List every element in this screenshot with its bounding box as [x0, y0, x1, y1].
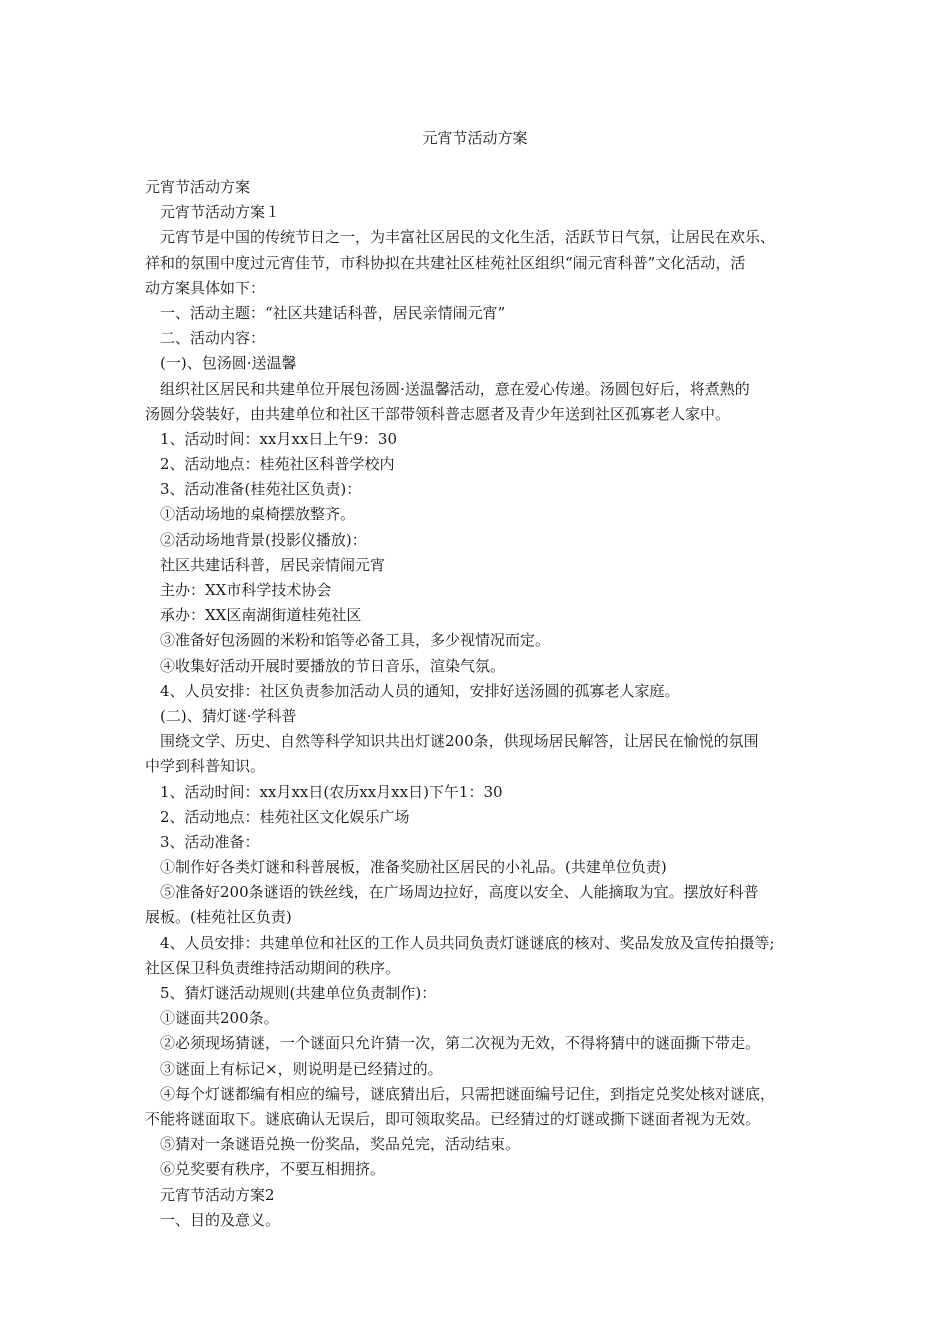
body-line: 元宵节活动方案１: [160, 203, 281, 222]
body-line: 1、活动时间：xx月xx日上午9：30: [160, 429, 398, 448]
body-line: ③谜面上有标记×，则说明是已经猜过的。: [160, 1059, 443, 1078]
body-line: 元宵节是中国的传统节日之一，为丰富社区居民的文化生活，活跃节日气氛，让居民在欢乐、: [160, 228, 776, 247]
body-line: 二、活动内容：: [160, 329, 266, 348]
body-line: ①谜面共200条。: [160, 1009, 279, 1028]
body-line: 不能将谜面取下。谜底确认无误后，即可领取奖品。已经猜过的灯谜或撕下谜面者视为无效。: [145, 1109, 761, 1128]
body-line: 3、活动准备(桂苑社区负责)：: [160, 480, 362, 499]
body-line: 4、人员安排：共建单位和社区的工作人员共同负责灯谜谜底的核对、奖品发放及宣传拍摄等;: [160, 933, 775, 952]
body-line: 汤圆分袋装好，由共建单位和社区干部带领科普志愿者及青少年送到社区孤寡老人家中。: [145, 404, 731, 423]
body-line: 一、活动主题：“社区共建话科普，居民亲情闹元宵”: [160, 303, 506, 322]
body-line: 2、活动地点：桂苑社区文化娱乐广场: [160, 807, 410, 826]
body-line: 主办：XX市科学技术协会: [160, 581, 332, 599]
document-body: [145, 175, 813, 1233]
body-line: ①制作好各类灯谜和科普展板，准备奖励社区居民的小礼品。(共建单位负责): [160, 858, 667, 877]
body-line: ④每个灯谜都编有相应的编号，谜底猜出后，只需把谜面编号记住，到指定兑奖处核对谜底，: [160, 1084, 776, 1103]
body-line: 围绕文学、历史、自然等科学知识共出灯谜200条，供现场居民解答，让居民在愉悦的氛围: [160, 732, 759, 751]
body-line: 社区保卫科负责维持活动期间的秩序。: [145, 958, 401, 977]
body-line: 祥和的氛围中度过元宵佳节，市科协拟在共建社区桂苑社区组织“闹元宵科普”文化活动，活: [145, 253, 746, 272]
body-line: 5、猜灯谜活动规则(共建单位负责制作)：: [160, 984, 437, 1002]
body-line: 元宵节活动方案2: [160, 1185, 275, 1204]
body-line: 承办：XX区南湖街道桂苑社区: [160, 606, 362, 625]
body-line: 1、活动时间：xx月xx日(农历xx月xx日)下午1：30: [160, 782, 503, 801]
body-line: 3、活动准备：: [160, 832, 260, 851]
body-line: 4、人员安排：社区负责参加活动人员的通知，安排好送汤圆的孤寡老人家庭。: [160, 681, 680, 700]
body-line: (二)、猜灯谜·学科普: [160, 706, 297, 725]
body-line: ②活动场地背景(投影仪播放)：: [160, 530, 367, 549]
body-line: 一、目的及意义。: [160, 1210, 281, 1229]
body-line: ⑤准备好200条谜语的铁丝线，在广场周边拉好，高度以安全、人能摘取为宜。摆放好科普: [160, 883, 759, 902]
body-line: 元宵节活动方案: [145, 178, 251, 196]
page-title: 元宵节活动方案: [422, 129, 528, 147]
body-line: ④收集好活动开展时要播放的节日音乐，渲染气氛。: [160, 656, 506, 675]
body-line: ②必须现场猜谜，一个谜面只允许猜一次，第二次视为无效，不得将猜中的谜面撕下带走。: [160, 1034, 761, 1053]
body-line: ⑤猜对一条谜语兑换一份奖品，奖品兑完，活动结束。: [160, 1135, 521, 1154]
body-line: 动方案具体如下：: [145, 278, 266, 297]
body-line: 展板。(桂苑社区负责): [145, 908, 292, 927]
body-line: 中学到科普知识。: [145, 757, 266, 776]
body-line: 组织社区居民和共建单位开展包汤圆·送温馨活动，意在爱心传递。汤圆包好后，将煮熟的: [160, 379, 750, 398]
body-line: ①活动场地的桌椅摆放整齐。: [160, 505, 356, 524]
body-line: ⑥兑奖要有秩序，不要互相拥挤。: [160, 1160, 386, 1179]
body-line: 社区共建话科普，居民亲情闹元宵: [160, 555, 386, 574]
body-line: ③准备好包汤圆的米粉和馅等必备工具，多少视情况而定。: [160, 631, 551, 650]
body-line: (一)、包汤圆·送温馨: [160, 354, 297, 373]
body-line: 2、活动地点：桂苑社区科普学校内: [160, 455, 395, 474]
